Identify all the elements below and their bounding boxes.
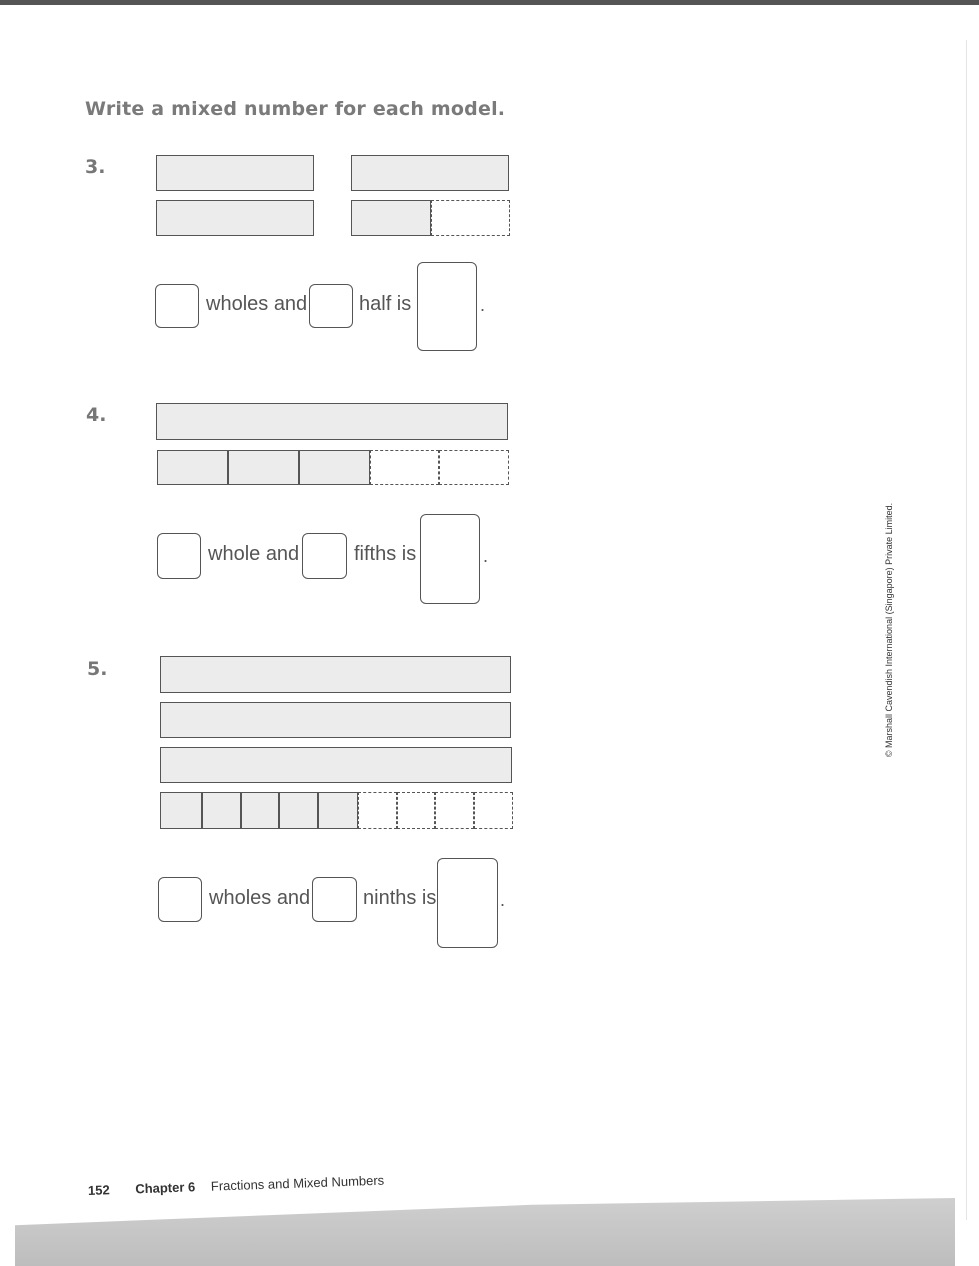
problem-4-number: 4. [86, 404, 107, 426]
problem-5-text-1: wholes and [209, 887, 311, 909]
problem-4-text-1: whole and [208, 543, 300, 565]
problem-3-half-box[interactable] [309, 284, 353, 328]
page-top-edge [0, 0, 979, 5]
problem-5-mixed-number-box[interactable] [437, 858, 498, 948]
problem-3-period: . [480, 295, 486, 315]
problem-5-ninth-6 [358, 792, 397, 829]
problem-5-number: 5. [87, 658, 108, 680]
instructions-heading: Write a mixed number for each model. [85, 98, 506, 120]
problem-4-period: . [483, 546, 489, 566]
problem-5-period: . [500, 890, 506, 910]
copyright-notice: © Marshall Cavendish International (Singapore) Private Limited. [884, 502, 894, 758]
problem-4-whole-box[interactable] [157, 533, 201, 579]
problem-5-ninth-4 [279, 792, 318, 829]
problem-4-whole-bar [156, 403, 508, 440]
problem-3-whole-bar-3 [156, 200, 314, 236]
problem-5-text-2: ninths is [363, 887, 437, 909]
problem-5-ninth-2 [202, 792, 241, 829]
page-right-edge [966, 40, 967, 1220]
footer-band [15, 1198, 955, 1266]
problem-5-whole-bar-1 [160, 656, 511, 693]
problem-4-fifth-3 [299, 450, 370, 485]
problem-5-ninth-8 [435, 792, 474, 829]
problem-4-fifths-box[interactable] [302, 533, 347, 579]
problem-3-text-1: wholes and [206, 293, 308, 315]
problem-5-ninth-3 [241, 792, 279, 829]
problem-3-wholes-box[interactable] [155, 284, 199, 328]
problem-5-ninth-9 [474, 792, 513, 829]
page-footer [88, 1173, 385, 1198]
problem-3-unshaded-half [431, 200, 510, 236]
problem-3-whole-bar-1 [156, 155, 314, 191]
problem-5-ninths-box[interactable] [312, 877, 357, 922]
problem-3-text-2: half is [359, 293, 412, 315]
problem-4-fifth-1 [157, 450, 228, 485]
problem-3-number: 3. [85, 156, 106, 178]
page-number: 152 [87, 1182, 110, 1198]
problem-5-ninth-5 [318, 792, 358, 829]
problem-5-ninth-1 [160, 792, 202, 829]
problem-5-wholes-box[interactable] [158, 877, 202, 922]
problem-4-fifth-2 [228, 450, 299, 485]
problem-5-whole-bar-2 [160, 702, 511, 738]
chapter-title: Fractions and Mixed Numbers [210, 1172, 385, 1194]
problem-3-mixed-number-box[interactable] [417, 262, 477, 351]
problem-3-shaded-half [351, 200, 431, 236]
chapter-label: Chapter 6 [135, 1179, 196, 1197]
problem-4-text-2: fifths is [354, 543, 417, 565]
problem-4-fifth-4 [370, 450, 439, 485]
problem-4-fifth-5 [439, 450, 509, 485]
problem-5-whole-bar-3 [160, 747, 512, 783]
problem-4-mixed-number-box[interactable] [420, 514, 480, 604]
problem-5-ninth-7 [397, 792, 435, 829]
problem-3-whole-bar-2 [351, 155, 509, 191]
